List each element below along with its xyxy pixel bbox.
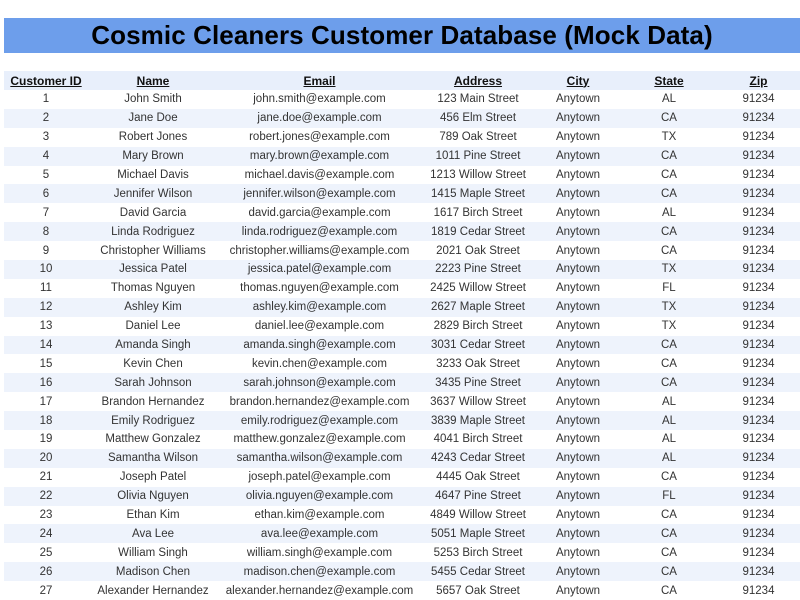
cell-state: CA [621,468,717,487]
cell-name: Ava Lee [88,524,218,543]
cell-zip: 91234 [717,411,800,430]
cell-zip: 91234 [717,487,800,506]
cell-name: Jane Doe [88,109,218,128]
cell-customer-id: 7 [4,203,88,222]
cell-address: 4647 Pine Street [421,487,535,506]
cell-name: Alexander Hernandez [88,581,218,600]
table-row [4,430,800,449]
cell-state: CA [621,147,717,166]
cell-zip: 91234 [717,90,800,109]
table-row [4,487,800,506]
cell-name: Jennifer Wilson [88,184,218,203]
customer-table [4,71,800,600]
table-row [4,336,800,355]
cell-name: Amanda Singh [88,336,218,355]
cell-zip: 91234 [717,109,800,128]
cell-name: Sarah Johnson [88,373,218,392]
cell-email: jennifer.wilson@example.com [218,184,421,203]
cell-state: CA [621,166,717,185]
cell-email: ashley.kim@example.com [218,298,421,317]
cell-email: emily.rodriguez@example.com [218,411,421,430]
cell-email: john.smith@example.com [218,90,421,109]
cell-city: Anytown [535,241,621,260]
cell-city: Anytown [535,487,621,506]
cell-zip: 91234 [717,430,800,449]
cell-zip: 91234 [717,241,800,260]
cell-zip: 91234 [717,279,800,298]
cell-address: 3233 Oak Street [421,354,535,373]
cell-state: CA [621,524,717,543]
cell-email: ethan.kim@example.com [218,506,421,525]
cell-state: AL [621,430,717,449]
cell-address: 4041 Birch Street [421,430,535,449]
cell-name: William Singh [88,543,218,562]
cell-state: TX [621,317,717,336]
cell-address: 3435 Pine Street [421,373,535,392]
cell-zip: 91234 [717,336,800,355]
cell-address: 2021 Oak Street [421,241,535,260]
cell-email: thomas.nguyen@example.com [218,279,421,298]
cell-customer-id: 9 [4,241,88,260]
cell-name: Robert Jones [88,128,218,147]
cell-address: 4243 Cedar Street [421,449,535,468]
cell-customer-id: 16 [4,373,88,392]
cell-zip: 91234 [717,562,800,581]
cell-name: Linda Rodriguez [88,222,218,241]
cell-address: 5051 Maple Street [421,524,535,543]
cell-customer-id: 8 [4,222,88,241]
table-row [4,90,800,109]
table-row [4,506,800,525]
column-header-name[interactable]: Name [88,71,218,90]
cell-state: CA [621,373,717,392]
cell-email: david.garcia@example.com [218,203,421,222]
cell-city: Anytown [535,562,621,581]
cell-city: Anytown [535,147,621,166]
cell-customer-id: 15 [4,354,88,373]
cell-name: Ashley Kim [88,298,218,317]
table-row [4,128,800,147]
cell-city: Anytown [535,581,621,600]
cell-name: Kevin Chen [88,354,218,373]
cell-name: Thomas Nguyen [88,279,218,298]
table-row [4,543,800,562]
cell-email: kevin.chen@example.com [218,354,421,373]
cell-city: Anytown [535,90,621,109]
cell-customer-id: 12 [4,298,88,317]
cell-city: Anytown [535,260,621,279]
cell-customer-id: 3 [4,128,88,147]
cell-state: CA [621,336,717,355]
cell-city: Anytown [535,524,621,543]
cell-state: CA [621,109,717,128]
cell-email: samantha.wilson@example.com [218,449,421,468]
cell-address: 1213 Willow Street [421,166,535,185]
cell-city: Anytown [535,430,621,449]
cell-customer-id: 4 [4,147,88,166]
cell-address: 2627 Maple Street [421,298,535,317]
table-row [4,317,800,336]
cell-email: madison.chen@example.com [218,562,421,581]
cell-state: CA [621,543,717,562]
cell-customer-id: 25 [4,543,88,562]
cell-customer-id: 26 [4,562,88,581]
cell-customer-id: 23 [4,506,88,525]
table-row [4,354,800,373]
cell-email: william.singh@example.com [218,543,421,562]
cell-email: jessica.patel@example.com [218,260,421,279]
column-header-state[interactable]: State [621,71,717,90]
table-row [4,203,800,222]
cell-city: Anytown [535,449,621,468]
cell-city: Anytown [535,222,621,241]
cell-name: Brandon Hernandez [88,392,218,411]
cell-customer-id: 2 [4,109,88,128]
cell-address: 3637 Willow Street [421,392,535,411]
cell-state: TX [621,128,717,147]
table-row [4,109,800,128]
cell-state: CA [621,506,717,525]
cell-address: 123 Main Street [421,90,535,109]
cell-state: CA [621,184,717,203]
cell-email: ava.lee@example.com [218,524,421,543]
cell-email: matthew.gonzalez@example.com [218,430,421,449]
cell-city: Anytown [535,411,621,430]
cell-city: Anytown [535,109,621,128]
cell-zip: 91234 [717,524,800,543]
cell-zip: 91234 [717,128,800,147]
cell-state: AL [621,90,717,109]
cell-city: Anytown [535,166,621,185]
cell-customer-id: 22 [4,487,88,506]
cell-name: Ethan Kim [88,506,218,525]
cell-zip: 91234 [717,147,800,166]
cell-zip: 91234 [717,260,800,279]
cell-address: 2829 Birch Street [421,317,535,336]
cell-state: FL [621,279,717,298]
cell-state: CA [621,354,717,373]
cell-zip: 91234 [717,203,800,222]
cell-zip: 91234 [717,166,800,185]
cell-city: Anytown [535,203,621,222]
cell-city: Anytown [535,184,621,203]
cell-zip: 91234 [717,506,800,525]
cell-address: 456 Elm Street [421,109,535,128]
cell-address: 1819 Cedar Street [421,222,535,241]
table-body [4,90,800,600]
cell-address: 5253 Birch Street [421,543,535,562]
cell-email: joseph.patel@example.com [218,468,421,487]
cell-city: Anytown [535,354,621,373]
cell-name: Jessica Patel [88,260,218,279]
cell-name: Mary Brown [88,147,218,166]
cell-address: 4445 Oak Street [421,468,535,487]
page-header [4,18,800,53]
cell-city: Anytown [535,128,621,147]
cell-zip: 91234 [717,354,800,373]
table-row [4,222,800,241]
column-header-email[interactable]: Email [218,71,421,90]
column-header-city[interactable]: City [535,71,621,90]
cell-state: AL [621,203,717,222]
cell-state: CA [621,562,717,581]
table-row [4,562,800,581]
cell-email: alexander.hernandez@example.com [218,581,421,600]
cell-email: michael.davis@example.com [218,166,421,185]
table-row [4,279,800,298]
cell-address: 5657 Oak Street [421,581,535,600]
cell-customer-id: 1 [4,90,88,109]
cell-address: 789 Oak Street [421,128,535,147]
column-header-address[interactable]: Address [421,71,535,90]
cell-address: 3031 Cedar Street [421,336,535,355]
table-row [4,468,800,487]
cell-city: Anytown [535,543,621,562]
table-row [4,241,800,260]
cell-state: AL [621,392,717,411]
cell-state: AL [621,449,717,468]
cell-name: Christopher Williams [88,241,218,260]
cell-zip: 91234 [717,392,800,411]
cell-city: Anytown [535,506,621,525]
page-title: Cosmic Cleaners Customer Database (Mock Data) [91,20,713,50]
cell-state: CA [621,581,717,600]
cell-address: 1617 Birch Street [421,203,535,222]
cell-address: 1415 Maple Street [421,184,535,203]
cell-address: 1011 Pine Street [421,147,535,166]
column-header-customer-id[interactable]: Customer ID [4,71,88,90]
cell-email: brandon.hernandez@example.com [218,392,421,411]
cell-customer-id: 21 [4,468,88,487]
table-row [4,449,800,468]
cell-state: FL [621,487,717,506]
cell-address: 2223 Pine Street [421,260,535,279]
cell-city: Anytown [535,298,621,317]
cell-zip: 91234 [717,298,800,317]
cell-state: CA [621,222,717,241]
cell-state: TX [621,260,717,279]
table-row [4,166,800,185]
cell-city: Anytown [535,317,621,336]
table-row [4,524,800,543]
cell-email: robert.jones@example.com [218,128,421,147]
cell-customer-id: 13 [4,317,88,336]
cell-email: jane.doe@example.com [218,109,421,128]
cell-name: Matthew Gonzalez [88,430,218,449]
cell-zip: 91234 [717,581,800,600]
cell-zip: 91234 [717,373,800,392]
cell-customer-id: 24 [4,524,88,543]
cell-email: sarah.johnson@example.com [218,373,421,392]
cell-address: 2425 Willow Street [421,279,535,298]
cell-zip: 91234 [717,317,800,336]
cell-customer-id: 6 [4,184,88,203]
cell-email: daniel.lee@example.com [218,317,421,336]
cell-city: Anytown [535,392,621,411]
column-header-zip[interactable]: Zip [717,71,800,90]
cell-zip: 91234 [717,184,800,203]
cell-customer-id: 20 [4,449,88,468]
cell-name: Samantha Wilson [88,449,218,468]
table-row [4,411,800,430]
cell-customer-id: 18 [4,411,88,430]
cell-zip: 91234 [717,222,800,241]
cell-email: amanda.singh@example.com [218,336,421,355]
cell-state: AL [621,411,717,430]
table-row [4,147,800,166]
table-row [4,581,800,600]
cell-email: linda.rodriguez@example.com [218,222,421,241]
cell-email: olivia.nguyen@example.com [218,487,421,506]
cell-city: Anytown [535,336,621,355]
cell-customer-id: 10 [4,260,88,279]
cell-city: Anytown [535,468,621,487]
cell-name: Olivia Nguyen [88,487,218,506]
table-row [4,392,800,411]
cell-name: John Smith [88,90,218,109]
cell-name: Michael Davis [88,166,218,185]
table-row [4,260,800,279]
cell-state: CA [621,241,717,260]
cell-address: 3839 Maple Street [421,411,535,430]
cell-state: TX [621,298,717,317]
cell-address: 5455 Cedar Street [421,562,535,581]
cell-email: christopher.williams@example.com [218,241,421,260]
cell-name: Madison Chen [88,562,218,581]
cell-zip: 91234 [717,449,800,468]
cell-zip: 91234 [717,543,800,562]
table-row [4,184,800,203]
table-row [4,373,800,392]
table-header-row [4,71,800,90]
cell-customer-id: 19 [4,430,88,449]
cell-address: 4849 Willow Street [421,506,535,525]
cell-name: Joseph Patel [88,468,218,487]
cell-city: Anytown [535,279,621,298]
cell-name: David Garcia [88,203,218,222]
cell-customer-id: 5 [4,166,88,185]
cell-customer-id: 17 [4,392,88,411]
cell-email: mary.brown@example.com [218,147,421,166]
cell-name: Emily Rodriguez [88,411,218,430]
cell-customer-id: 14 [4,336,88,355]
cell-customer-id: 27 [4,581,88,600]
table-row [4,298,800,317]
cell-zip: 91234 [717,468,800,487]
cell-city: Anytown [535,373,621,392]
cell-name: Daniel Lee [88,317,218,336]
cell-customer-id: 11 [4,279,88,298]
